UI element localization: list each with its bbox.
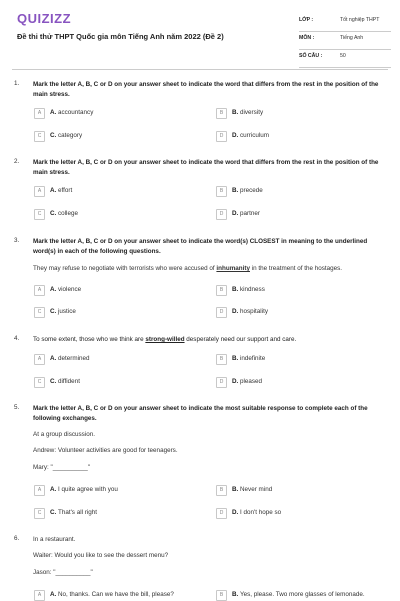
option-box: D: [216, 209, 227, 220]
question-prompt: Mark the letter A, B, C or D on your answer sheet to indicate the word that differs from the rest in the position of the main stress.: [33, 159, 379, 176]
option-text: That's all right: [58, 509, 97, 516]
option-box: B: [216, 186, 227, 197]
question-sentence: [33, 335, 384, 345]
sentence-part: They may refuse to negotiate with terrorists who were accused of: [33, 265, 217, 272]
option-letter: A.: [50, 109, 57, 116]
option-letter: A.: [50, 591, 57, 598]
option-letter: B.: [232, 286, 239, 293]
option-box: B: [216, 485, 227, 496]
option-text: determined: [58, 355, 90, 362]
option-letter: D.: [232, 210, 239, 217]
option-letter: C.: [50, 132, 57, 139]
sentence-part: in the treatment of the hostages.: [250, 265, 343, 272]
question-prompt: Mark the letter A, B, C or D on your answer sheet to indicate the most suitable response to complete each of the following exchanges.: [33, 405, 368, 422]
underlined-word: inhumanity: [216, 265, 250, 272]
option-text: college: [58, 210, 78, 217]
option-text: justice: [58, 308, 76, 315]
option-box: C: [34, 508, 45, 519]
header-divider: [12, 69, 388, 70]
question-number: 5.: [14, 404, 20, 411]
document-title: Đề thi thử THPT Quốc gia môn Tiếng Anh năm 2022 (Đề 2): [17, 32, 224, 41]
meta-label: MÔN :: [299, 35, 315, 41]
option-text: indefinite: [240, 355, 266, 362]
option-letter: B.: [232, 591, 239, 598]
question-number: 6.: [14, 535, 20, 542]
option-box: B: [216, 285, 227, 296]
option-letter: C.: [50, 210, 57, 217]
option-box: C: [34, 377, 45, 388]
meta-value: Tiếng Anh: [340, 35, 364, 41]
option-letter: C.: [50, 509, 57, 516]
sentence-part: To some extent, those who we think are: [33, 336, 146, 343]
meta-value: 50: [340, 53, 346, 59]
option-box: B: [216, 354, 227, 365]
option-letter: A.: [50, 355, 57, 362]
option-text: violence: [58, 286, 82, 293]
question-prompt: Mark the letter A, B, C or D on your answer sheet to indicate the word that differs from the rest in the position of the main stress.: [33, 81, 379, 98]
option-box: C: [34, 307, 45, 318]
question-sentence: [33, 264, 384, 274]
option-text: No, thanks. Can we have the bill, please?: [58, 591, 174, 598]
question-number: 3.: [14, 237, 20, 244]
option-text: pleased: [240, 378, 263, 385]
dialogue-line: Andrew: Volunteer activities are good for teenagers.: [33, 447, 178, 454]
dialogue-line: Mary: "__________": [33, 464, 90, 471]
option-text: precede: [240, 187, 263, 194]
option-letter: B.: [232, 355, 239, 362]
meta-row-subject: [299, 32, 391, 50]
meta-label: LỚP :: [299, 17, 314, 23]
question-prompt: Mark the letter A, B, C or D on your answer sheet to indicate the word(s) CLOSEST in meaning to the underlined word(s) in each of the following questions.: [33, 238, 368, 255]
option-letter: D.: [232, 132, 239, 139]
option-text: diffident: [58, 378, 80, 385]
option-letter: D.: [232, 509, 239, 516]
option-text: category: [58, 132, 83, 139]
option-box: B: [216, 590, 227, 601]
option-box: A: [34, 285, 45, 296]
option-text: I don't hope so: [240, 509, 282, 516]
option-box: A: [34, 186, 45, 197]
option-box: A: [34, 485, 45, 496]
option-letter: A.: [50, 187, 57, 194]
question-number: 2.: [14, 158, 20, 165]
option-box: D: [216, 508, 227, 519]
option-box: A: [34, 108, 45, 119]
meta-panel: [299, 14, 391, 68]
option-text: accountancy: [58, 109, 94, 116]
option-letter: A.: [50, 486, 57, 493]
option-box: D: [216, 377, 227, 388]
context-line: At a group discussion.: [33, 431, 95, 438]
option-letter: B.: [232, 109, 239, 116]
option-text: hospitality: [240, 308, 269, 315]
option-letter: C.: [50, 308, 57, 315]
option-box: C: [34, 209, 45, 220]
option-letter: D.: [232, 308, 239, 315]
option-text: effort: [58, 187, 73, 194]
meta-label: SỐ CÂU :: [299, 53, 323, 59]
option-box: A: [34, 590, 45, 601]
option-text: curriculum: [240, 132, 270, 139]
option-box: D: [216, 307, 227, 318]
dialogue-line: Waiter: Would you like to see the dessert menu?: [33, 552, 169, 559]
meta-value: Tốt nghiệp THPT: [340, 17, 380, 23]
option-box: B: [216, 108, 227, 119]
question-number: 4.: [14, 335, 20, 342]
meta-row-question-count: [299, 50, 391, 68]
underlined-word: strong-willed: [145, 336, 185, 343]
context-line: In a restaurant.: [33, 536, 76, 543]
option-text: Yes, please. Two more glasses of lemonade.: [240, 591, 365, 598]
option-text: diversity: [240, 109, 264, 116]
option-box: A: [34, 354, 45, 365]
option-box: D: [216, 131, 227, 142]
option-text: kindness: [240, 286, 265, 293]
option-text: partner: [240, 210, 260, 217]
dialogue-line: Jason: "__________": [33, 569, 93, 576]
option-letter: D.: [232, 378, 239, 385]
option-box: C: [34, 131, 45, 142]
quizizz-logo: QUIZIZZ: [17, 11, 72, 26]
option-letter: A.: [50, 286, 57, 293]
option-letter: B.: [232, 486, 239, 493]
meta-row-class: [299, 14, 391, 32]
option-letter: C.: [50, 378, 57, 385]
option-text: Never mind: [240, 486, 273, 493]
option-letter: B.: [232, 187, 239, 194]
sentence-part: desperately need our support and care.: [184, 336, 297, 343]
option-text: I quite agree with you: [58, 486, 118, 493]
question-number: 1.: [14, 80, 20, 87]
